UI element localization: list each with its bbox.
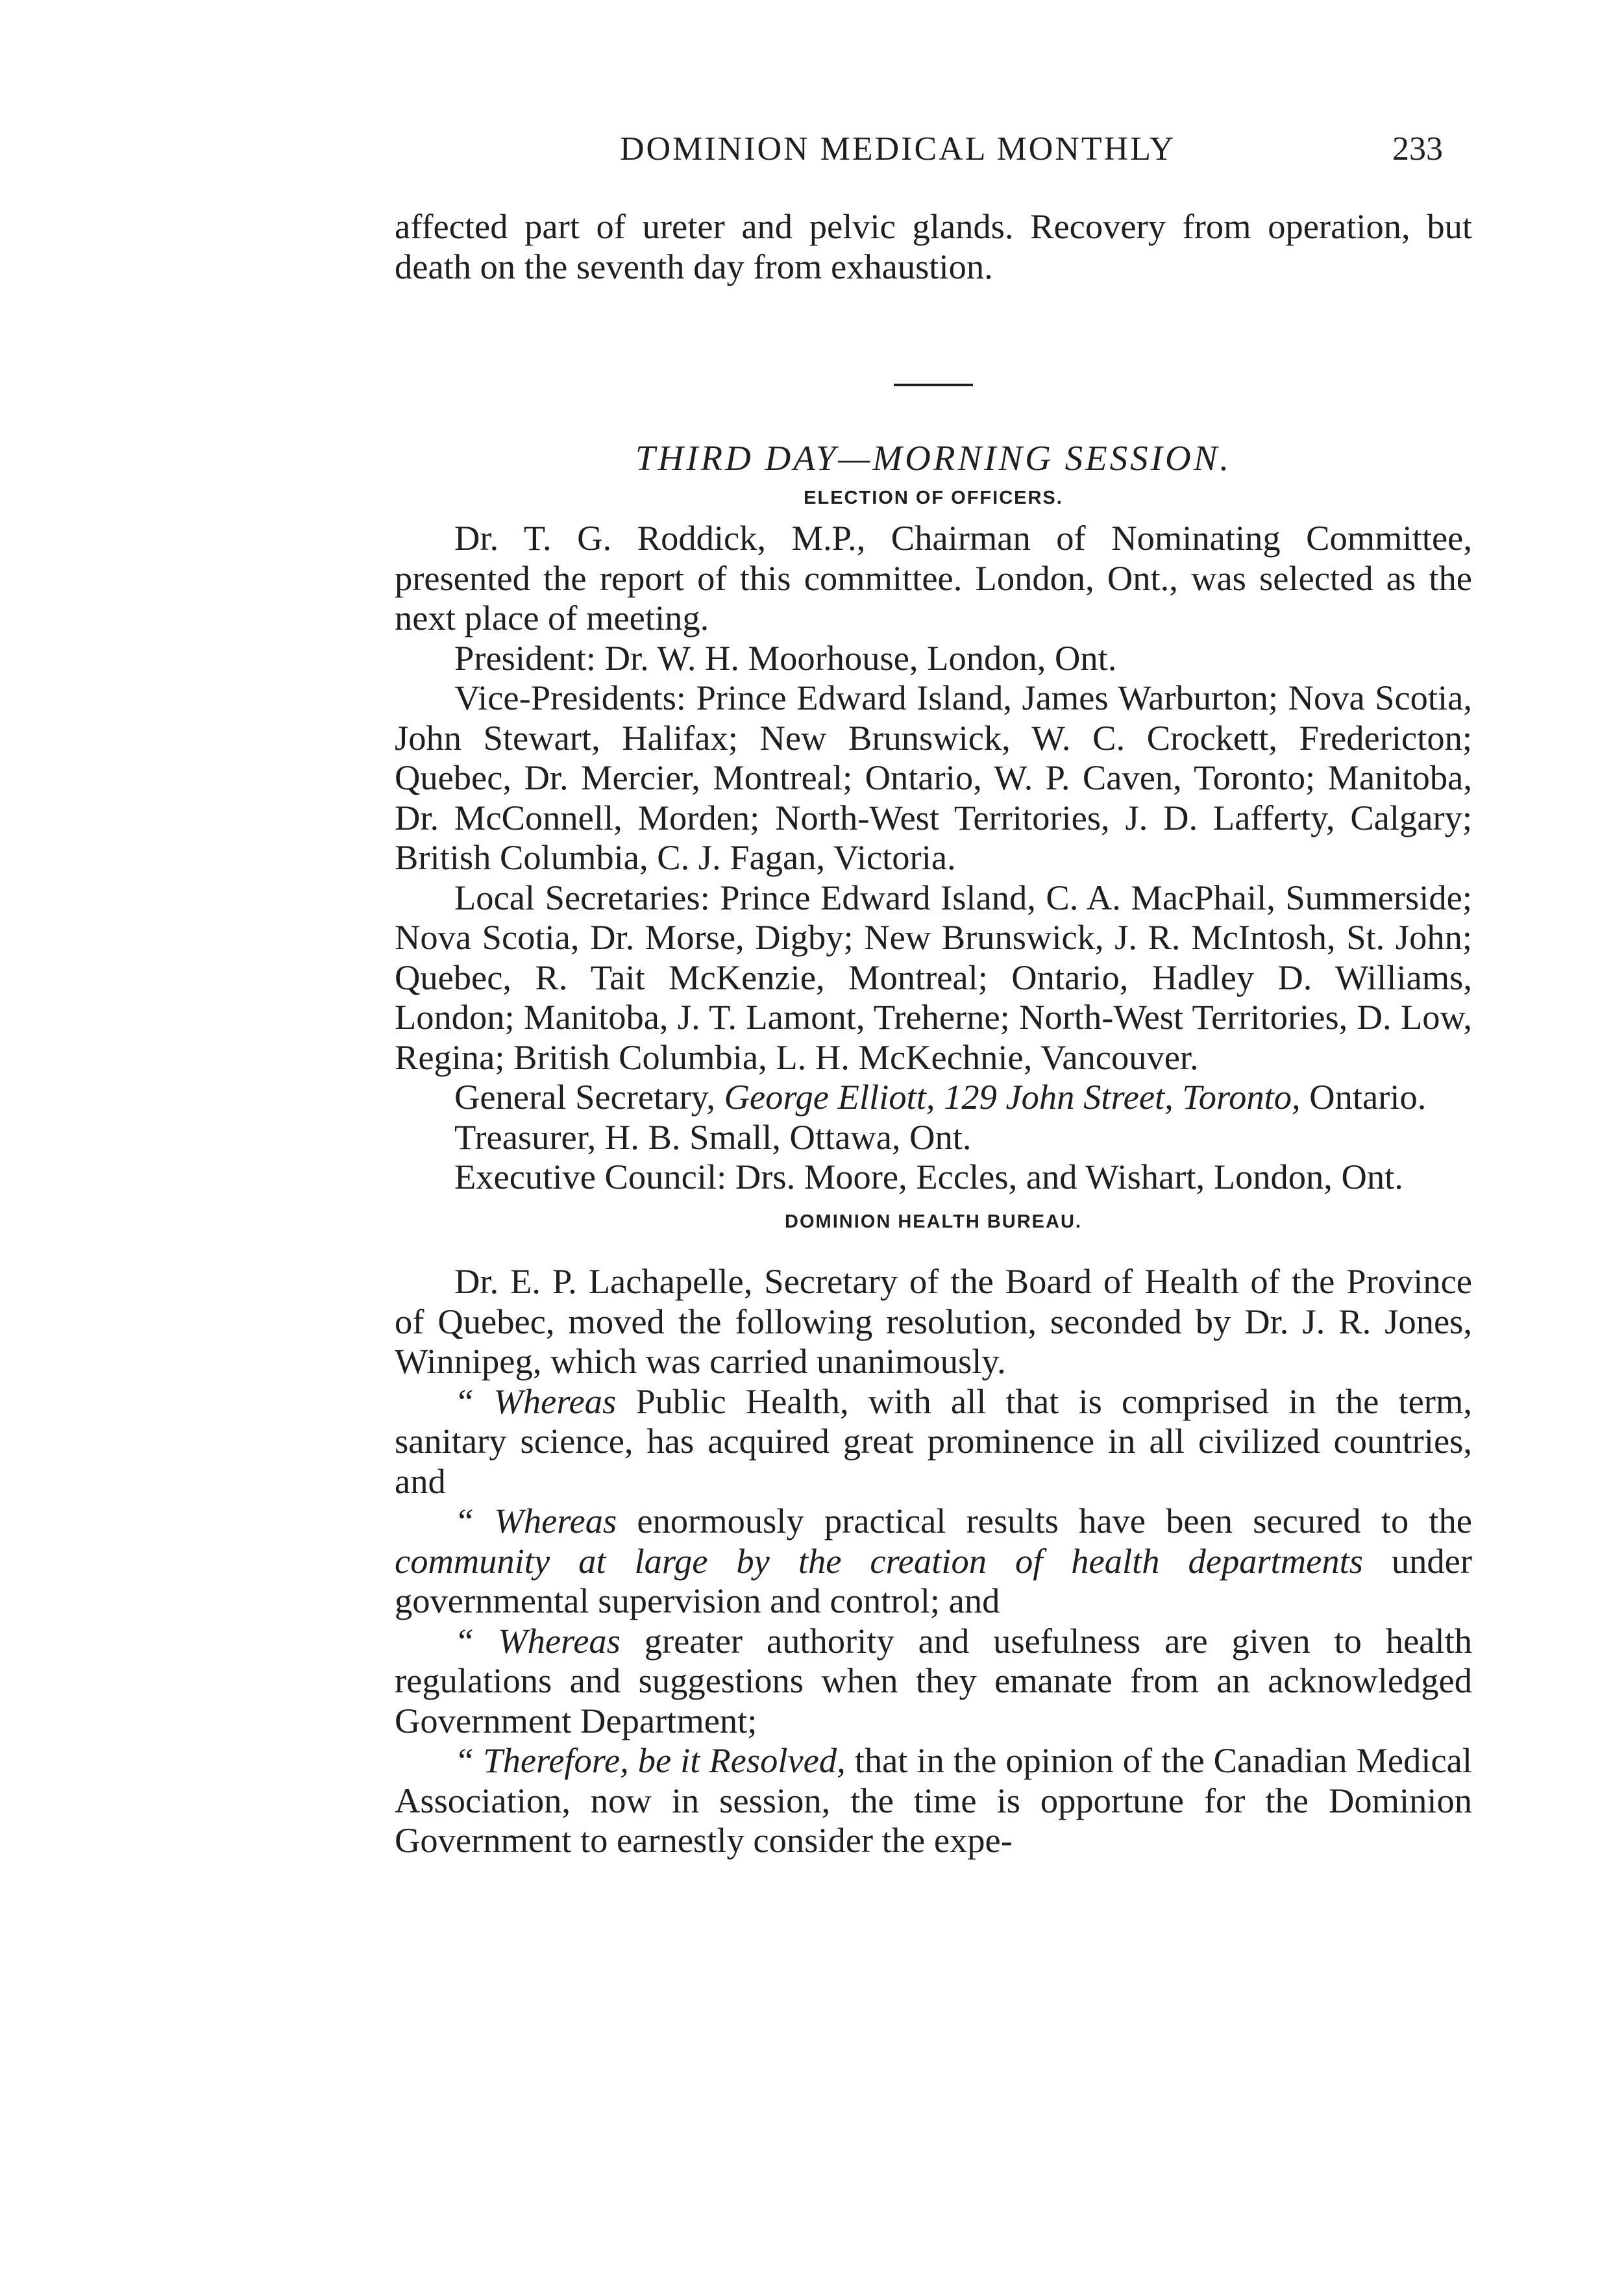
executive-council-paragraph: Executive Council: Drs. Moore, Eccles, and Wishart, London, Ont.	[454, 1157, 1403, 1196]
whereas-paragraph-3	[395, 1621, 1472, 1741]
local-secretaries-paragraph: Local Secretaries: Prince Edward Island, C. A. MacPhail, Summerside; Nova Scotia, Dr. Morse, Digby; New Brunswick, J. R. McIntosh, St. John; Quebec, R. Tait McKenzie, Montreal; Ontario, Hadley D. Williams, London; Manitoba, J. T. Lamont, Treherne; North-West Territories, D. Low, Regina; British Columbia, L. H. McKechnie, Vancouver.	[395, 877, 1472, 1077]
resolved-lead: “ Therefore, be it Resolved,	[454, 1740, 846, 1780]
resolved-rest: that in the opinion of the Canadian Medical Association, now in session, the time is opportune for the Dominion Government to earnestly consider the expe-	[395, 1740, 1472, 1860]
treasurer-line: Treasurer, H. B. Small, Ottawa, Ont.	[454, 1117, 972, 1157]
roddick-paragraph: Dr. T. G. Roddick, M.P., Chairman of Nominating Committee, presented the report of this committee. London, Ont., was selected as the next place of meeting.	[395, 518, 1472, 637]
whereas-3-rest: greater authority and usefulness are given to health regulations and suggestions when they emanate from an acknowledged Government Department;	[395, 1620, 1472, 1740]
whereas-paragraph-1	[395, 1381, 1472, 1502]
whereas-2-italic: community at large by the creation of health departments	[395, 1540, 1363, 1581]
whereas-2-mid: enormously practical results have been secured to the	[617, 1501, 1472, 1540]
general-secretary-tail: Ontario.	[1309, 1077, 1427, 1117]
session-title: THIRD DAY—MORNING SESSION.	[635, 438, 1232, 478]
lachapelle-paragraph: Dr. E. P. Lachapelle, Secretary of the Board of Health of the Province of Quebec, moved the following resolution, seconded by Dr. J. R. Jones, Winnipeg, which was carried unanimously.	[395, 1261, 1472, 1381]
whereas-1-rest: Public Health, with all that is comprised in the term, sanitary science, has acquired great prominence in all civilized countries, and	[395, 1381, 1472, 1501]
whereas-2-lead: “ Whereas	[454, 1501, 617, 1540]
whereas-3-lead: “ Whereas	[454, 1620, 621, 1661]
section-divider	[894, 384, 973, 386]
whereas-2-rest: under governmental supervision and control; and	[395, 1540, 1473, 1620]
resolved-paragraph	[395, 1740, 1472, 1861]
whereas-1-lead: “ Whereas	[454, 1381, 617, 1421]
health-bureau-heading: DOMINION HEALTH BUREAU.	[785, 1211, 1082, 1232]
running-head: DOMINION MEDICAL MONTHLY	[620, 130, 1176, 167]
general-secretary-label: General Secretary,	[454, 1077, 715, 1117]
vice-presidents-paragraph: Vice-Presidents: Prince Edward Island, James Warburton; Nova Scotia, John Stewart, Halifax; New Brunswick, W. C. Crockett, Fredericton; Quebec, Dr. Mercier, Montreal; Ontario, W. P. Caven, Toronto; Manitoba, Dr. McConnell, Morden; North-West Territories, J. D. Lafferty, Calgary; British Columbia, C. J. Fagan, Victoria.	[395, 678, 1472, 877]
election-heading: ELECTION OF OFFICERS.	[804, 487, 1063, 508]
page-body	[395, 206, 1472, 1861]
whereas-paragraph-2	[395, 1501, 1472, 1621]
page-number: 233	[1392, 130, 1443, 167]
general-secretary-value: George Elliott, 129 John Street, Toronto,	[724, 1077, 1301, 1117]
general-secretary-paragraph	[395, 1077, 1472, 1117]
opening-paragraph: affected part of ureter and pelvic glands. Recovery from operation, but death on the seventh day from exhaustion.	[395, 206, 1472, 286]
president-line: President: Dr. W. H. Moorhouse, London, Ont.	[454, 637, 1117, 678]
